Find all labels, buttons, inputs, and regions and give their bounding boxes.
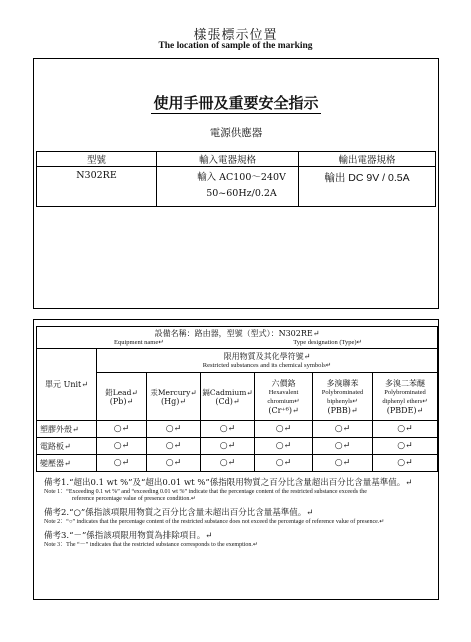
substance-chromium: 六價鉻 Hexavalent chromium↵ (Cr⁺⁶)↵	[255, 373, 313, 421]
note2-cn: 備考2.“○”係指該項限用物質之百分比含量未超出百分比含量基準值。↵	[44, 508, 314, 518]
substance-mercury: 汞Mercury↵ (Hg)↵	[147, 373, 201, 421]
substance-pbde: 多溴二苯醚 Polybrominated diphenyl ethers↵ (PBDE)↵	[373, 373, 438, 421]
row-mark: ○↵	[201, 438, 255, 455]
col-input: 輸入電器規格	[157, 152, 299, 167]
spec-table	[36, 151, 436, 207]
type-designation-en: Type designation (Type)↵	[293, 338, 362, 346]
equipment-name-en: Equipment name↵	[114, 338, 164, 346]
row-mark: ○↵	[97, 421, 147, 438]
row-mark: ○↵	[147, 455, 201, 472]
manual-sample-box	[33, 58, 439, 309]
restricted-cn: 限用物質及其化學符號↵	[223, 351, 311, 361]
row-mark: ○↵	[201, 421, 255, 438]
note3-cn: 備考3.“－”係指該項限用物質為排除項目。↵	[44, 531, 213, 541]
row-mark: ○↵	[147, 421, 201, 438]
row-mark: ○↵	[97, 438, 147, 455]
page-subtitle: The location of sample of the marking	[158, 41, 313, 51]
note1-en: Note 1：“Exceeding 0.1 wt %” and “exceeding 0.01 wt %” indicate that the percentage content of the restricted substance exceeds the	[44, 489, 367, 495]
row-mark: ○↵	[255, 455, 313, 472]
note1-cn: 備考1.“超出0.1 wt %”及“超出0.01 wt %”係指限用物質之百分比含量超出百分比含量基準值。↵	[44, 478, 413, 488]
row-mark: ○↵	[373, 455, 438, 472]
table-row	[37, 455, 438, 472]
rohs-notes	[44, 473, 436, 549]
manual-title: 使用手冊及重要安全指示	[153, 94, 319, 112]
manual-subtitle: 電源供應器	[209, 127, 263, 139]
page-title: 樣張標示位置	[193, 28, 278, 43]
unit-header: 單元 Unit↵	[37, 349, 97, 421]
table-row	[37, 438, 438, 455]
output-spec: 輸出 DC 9V / 0.5A	[299, 167, 436, 207]
note1-en-cont: reference percentage value of presence condition.↵	[72, 496, 196, 502]
note3-en: Note 3：The “－” indicates that the restricted substance corresponds to the exemption.↵	[44, 542, 258, 548]
substance-cadmium: 鎘Cadmium↵ (Cd)↵	[201, 373, 255, 421]
col-output: 輸出電器規格	[299, 152, 436, 167]
rohs-box	[33, 319, 439, 600]
note2-en: Note 2：“○” indicates that the percentage content of the restricted substance does not exceed the percentage of reference value of presence.↵	[44, 519, 385, 525]
row-unit-label: 塑膠外殼↵	[37, 421, 97, 438]
equipment-name-cn: 設備名稱：路由器，型號（型式）：N302RE↵	[154, 328, 320, 338]
rohs-table	[36, 326, 438, 472]
row-mark: ○↵	[201, 455, 255, 472]
table-row	[37, 421, 438, 438]
substance-lead: 鉛Lead↵ (Pb)↵	[97, 373, 147, 421]
model-value: N302RE	[37, 167, 157, 207]
row-mark: ○↵	[373, 421, 438, 438]
row-mark: ○↵	[255, 421, 313, 438]
col-model: 型號	[37, 152, 157, 167]
row-mark: ○↵	[147, 438, 201, 455]
row-mark: ○↵	[313, 455, 373, 472]
substance-pbb: 多溴聯苯 Polybrominated biphenyls↵ (PBB)↵	[313, 373, 373, 421]
equipment-en-line	[38, 338, 436, 347]
input-voltage: 輸入 AC100～240V	[197, 172, 286, 183]
input-spec	[157, 167, 299, 207]
row-mark: ○↵	[313, 438, 373, 455]
row-mark: ○↵	[97, 455, 147, 472]
row-unit-label: 變壓器↵	[37, 455, 97, 472]
row-mark: ○↵	[313, 421, 373, 438]
row-mark: ○↵	[373, 438, 438, 455]
equipment-header	[37, 327, 438, 349]
row-unit-label: 電路板↵	[37, 438, 97, 455]
restricted-en: Restricted substances and its chemical symbols↵	[202, 361, 332, 369]
input-frequency: 50~60Hz/0.2A	[206, 188, 277, 199]
row-mark: ○↵	[255, 438, 313, 455]
restricted-header	[97, 349, 438, 373]
